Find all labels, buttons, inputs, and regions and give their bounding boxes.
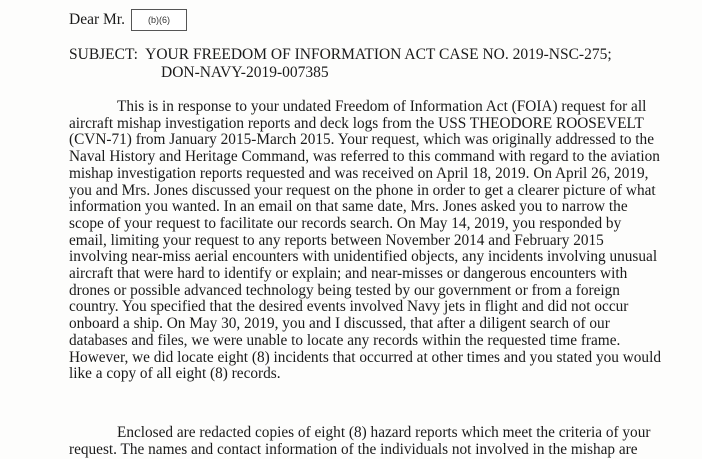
subject-line-2: DON-NAVY-2019-007385 [161, 64, 329, 81]
body-paragraph-2 [69, 425, 697, 458]
paragraph-line: mishap investigation reports requested and was received on April 18, 2019. On April 26, 2019, [69, 164, 649, 182]
paragraph-line: However, we did locate eight (8) incidents that occurred at other times and you stated you would [69, 348, 661, 366]
paragraph-line: country. You specified that the desired events involved Navy jets in flight and did not occur [69, 298, 629, 316]
paragraph-line: information you wanted. In an email on that same date, Mrs. Jones asked you to narrow the [69, 198, 628, 216]
paragraph-line: databases and files, we were unable to locate any records within the requested time frame. [69, 331, 621, 349]
salutation-text: Dear Mr. [69, 11, 125, 28]
paragraph-line: email, limiting your request to any reports between November 2014 and February 2015 [69, 231, 604, 249]
paragraph-line: (CVN-71) from January 2015-March 2015. Your request, which was originally addressed to the [69, 131, 654, 149]
subject-line-1: SUBJECT: YOUR FREEDOM OF INFORMATION ACT CASE NO. 2019-NSC-275; [69, 46, 612, 63]
paragraph-line: like a copy of all eight (8) records. [69, 365, 281, 383]
paragraph-line: Naval History and Heritage Command, was referred to this command with regard to the aviation [69, 148, 660, 166]
subject-block [69, 46, 612, 82]
redaction-box: (b)(6) [131, 9, 187, 31]
paragraph-line: aircraft mishap investigation reports and deck logs from the USS THEODORE ROOSEVELT [69, 114, 644, 132]
paragraph-line: onboard a ship. On May 30, 2019, you and I discussed, that after a diligent search of our [69, 315, 610, 333]
body-paragraph-1 [69, 99, 697, 383]
paragraph-line: involving near-miss aerial encounters with unidentified objects, any incidents involving unusual [69, 248, 658, 266]
salutation [69, 9, 187, 31]
paragraph-line: you and Mrs. Jones discussed your request on the phone in order to get a clearer picture of what [69, 181, 656, 199]
paragraph-line: request. The names and contact information of the individuals not involved in the mishap are [69, 440, 638, 458]
paragraph-line: This is in response to your undated Freedom of Information Act (FOIA) request for all [117, 98, 647, 115]
paragraph-line: aircraft that were hard to identify or explain; and near-misses or dangerous encounters with [69, 265, 628, 283]
paragraph-line: drones or possible advanced technology being tested by our government or from a foreign [69, 281, 620, 299]
paragraph-line: scope of your request to facilitate our records search. On May 14, 2019, you responded by [69, 214, 622, 232]
paragraph-line: Enclosed are redacted copies of eight (8) hazard reports which meet the criteria of your [117, 424, 651, 441]
